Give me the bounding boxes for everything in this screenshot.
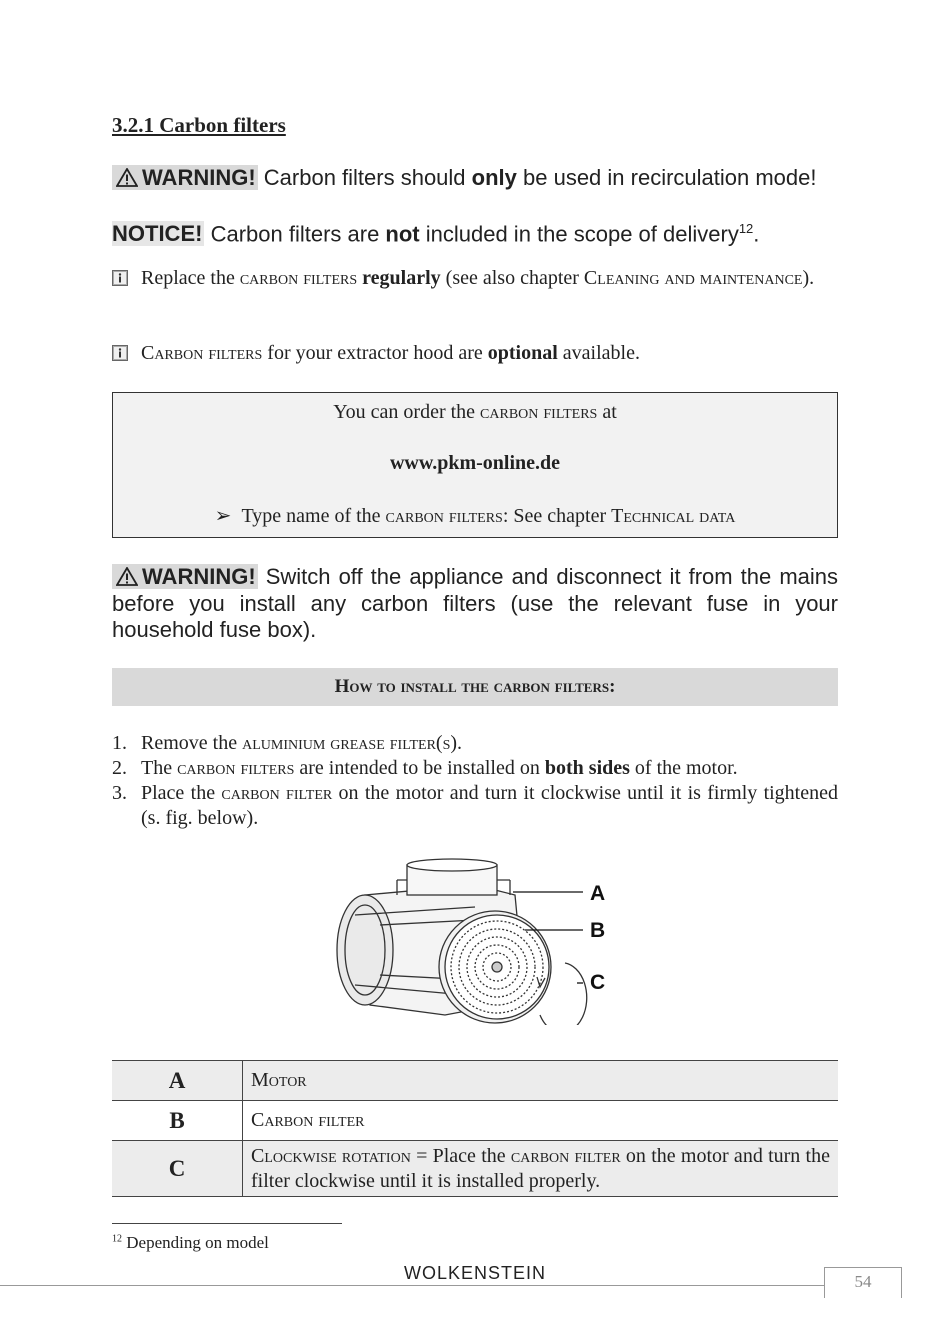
footnote xyxy=(112,1233,269,1253)
warning-text-2: be used in recirculation mode! xyxy=(516,165,817,190)
notice-text-1: Carbon filters are xyxy=(204,221,386,247)
legend-label: Carbon filter xyxy=(243,1101,839,1141)
order-carbon-filters: carbon filters xyxy=(480,401,598,423)
info1-text-3: (see also chapter xyxy=(440,267,584,289)
step-text: are intended to be installed on xyxy=(294,757,545,779)
notice-text-bold: not xyxy=(385,221,420,247)
info2-carbon-filters: Carbon filters xyxy=(141,342,263,364)
warning-triangle-icon xyxy=(116,567,138,586)
footnote-ref: 12 xyxy=(738,221,754,236)
figure-label-a: A xyxy=(590,882,606,905)
info-item-optional xyxy=(112,341,838,366)
info1-text-1: Replace the xyxy=(141,267,240,289)
order-text-2: at xyxy=(597,401,617,423)
legend-term: Clockwise rotation xyxy=(251,1144,411,1167)
order-text-1: You can order the xyxy=(333,401,481,423)
info1-text-4: ). xyxy=(802,267,815,289)
legend-row xyxy=(112,1101,838,1141)
footnote-divider xyxy=(112,1223,342,1224)
info-item-replace xyxy=(112,266,838,291)
order-line xyxy=(113,401,837,424)
step-text: Remove the xyxy=(141,732,243,754)
info-icon xyxy=(112,345,128,361)
info1-chapter-ref: Cleaning and maintenance xyxy=(583,267,803,289)
legend-row xyxy=(112,1061,838,1101)
info2-text-2: available. xyxy=(557,342,640,364)
legend-description xyxy=(243,1141,839,1197)
order-url-link[interactable]: www.pkm-online.de xyxy=(389,452,561,474)
warning-tag xyxy=(112,564,258,589)
type-text-2: : See chapter xyxy=(502,505,612,527)
legend-row xyxy=(112,1141,838,1197)
info1-regularly: regularly xyxy=(362,267,441,289)
warning-text-bold: only xyxy=(471,165,517,190)
legend-text: on the motor and turn the filter clockwise until it is installed properly. xyxy=(251,1144,830,1192)
type-name-line xyxy=(113,503,837,528)
info1-carbon-filters: carbon filters xyxy=(239,267,358,289)
warning-triangle-icon xyxy=(116,168,138,187)
motor-figure xyxy=(325,855,625,1025)
warning-recirculation xyxy=(112,164,838,191)
step-term: aluminium grease filter(s) xyxy=(242,732,458,754)
type-text-1: Type name of the xyxy=(241,505,386,527)
warning-switch-off xyxy=(112,564,838,644)
warning2-text: Switch off the appliance and disconnect it from the mains before you install any carbon filters (use the relevant fuse in your household fuse box). xyxy=(112,564,838,642)
step-text: Place the xyxy=(141,782,222,804)
legend-text: = Place the xyxy=(410,1144,511,1167)
step-text: of the motor. xyxy=(629,757,738,779)
info2-text-1: for your extractor hood are xyxy=(262,342,488,364)
legend-key: C xyxy=(112,1141,243,1197)
notice-text-3: . xyxy=(753,221,760,247)
step-item xyxy=(112,731,838,756)
info2-optional: optional xyxy=(487,342,558,364)
footnote-number: 12 xyxy=(112,1233,122,1245)
step-number: 2. xyxy=(112,757,127,779)
warning-tag-label: WARNING! xyxy=(142,564,256,589)
step-term: carbon filters xyxy=(177,757,295,779)
step-number: 1. xyxy=(112,732,127,754)
info-icon xyxy=(112,270,128,286)
legend-key: B xyxy=(112,1101,243,1141)
legend-key: A xyxy=(112,1061,243,1101)
type-carbon-filters: carbon filters xyxy=(385,505,503,527)
footnote-text: Depending on model xyxy=(122,1233,269,1252)
step-item xyxy=(112,781,838,831)
step-number: 3. xyxy=(112,782,127,804)
footer-divider xyxy=(0,1285,825,1286)
legend-table xyxy=(112,1060,838,1197)
legend-label: Motor xyxy=(243,1061,839,1101)
section-heading: 3.2.1 Carbon filters xyxy=(112,113,286,137)
figure-label-b: B xyxy=(590,919,606,942)
notice-delivery xyxy=(112,215,838,247)
figure-label-c: C xyxy=(590,971,606,994)
step-text: . xyxy=(457,732,463,754)
notice-tag: NOTICE! xyxy=(112,221,203,247)
order-info-box xyxy=(112,392,838,538)
warning-tag-label: WARNING! xyxy=(142,165,256,190)
install-heading: How to install the carbon filters: xyxy=(112,668,838,706)
notice-text-2: included in the scope of delivery xyxy=(419,221,739,247)
step-item xyxy=(112,756,838,781)
legend-term: carbon filter xyxy=(510,1144,621,1167)
step-text: The xyxy=(141,757,178,779)
motor-drawing xyxy=(337,859,587,1025)
step-bold: both sides xyxy=(544,757,630,779)
arrow-bullet-icon: ➢ xyxy=(214,505,232,527)
warning-text-1: Carbon filters should xyxy=(257,165,472,190)
page-number: 54 xyxy=(824,1267,902,1298)
type-chapter-ref: Technical data xyxy=(611,505,736,527)
warning-tag xyxy=(112,165,258,190)
step-term: carbon filter xyxy=(221,782,333,804)
step-text: on the motor and turn it clockwise until it is firmly tightened (s. fig. below). xyxy=(141,782,838,829)
brand-logo: WOLKENSTEIN xyxy=(403,1263,547,1283)
